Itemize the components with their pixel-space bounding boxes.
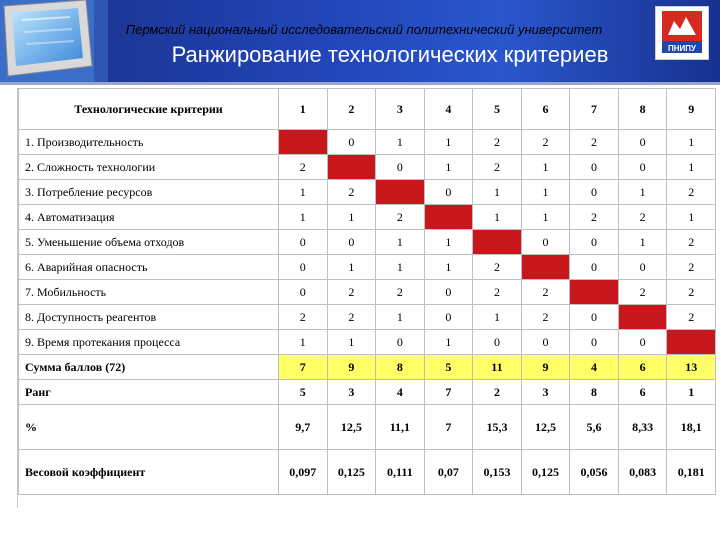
criterion-label: 3. Потребление ресурсов bbox=[19, 180, 279, 205]
score-cell: 1 bbox=[376, 305, 425, 330]
criteria-column-header: Технологические критерии bbox=[19, 89, 279, 130]
column-header: 7 bbox=[570, 89, 619, 130]
score-cell: 2 bbox=[376, 205, 425, 230]
percent-row-value: 12,5 bbox=[327, 405, 376, 450]
score-cell: 2 bbox=[279, 305, 328, 330]
score-cell: 2 bbox=[570, 205, 619, 230]
score-cell: 1 bbox=[618, 180, 667, 205]
sum-row bbox=[19, 355, 716, 380]
weight-row bbox=[19, 450, 716, 495]
diagonal-cell bbox=[521, 255, 570, 280]
score-cell: 1 bbox=[376, 130, 425, 155]
column-header: 3 bbox=[376, 89, 425, 130]
score-cell: 1 bbox=[376, 230, 425, 255]
sum-row-label: Сумма баллов (72) bbox=[19, 355, 279, 380]
score-cell: 1 bbox=[327, 205, 376, 230]
score-cell: 2 bbox=[667, 180, 716, 205]
score-cell: 2 bbox=[570, 130, 619, 155]
criterion-label: 7. Мобильность bbox=[19, 280, 279, 305]
score-cell: 0 bbox=[618, 155, 667, 180]
score-cell: 0 bbox=[521, 230, 570, 255]
column-header: 6 bbox=[521, 89, 570, 130]
rank-row-label: Ранг bbox=[19, 380, 279, 405]
score-cell: 2 bbox=[667, 230, 716, 255]
score-cell: 1 bbox=[667, 130, 716, 155]
table-header-row bbox=[19, 89, 716, 130]
score-cell: 1 bbox=[521, 180, 570, 205]
score-cell: 0 bbox=[473, 330, 522, 355]
score-cell: 0 bbox=[618, 130, 667, 155]
weight-row-value: 0,07 bbox=[424, 450, 473, 495]
score-cell: 2 bbox=[618, 205, 667, 230]
score-cell: 0 bbox=[570, 230, 619, 255]
table-row bbox=[19, 205, 716, 230]
score-cell: 0 bbox=[618, 330, 667, 355]
score-cell: 2 bbox=[327, 180, 376, 205]
table-row bbox=[19, 130, 716, 155]
diagonal-cell bbox=[570, 280, 619, 305]
percent-row-value: 11,1 bbox=[376, 405, 425, 450]
score-cell: 2 bbox=[376, 280, 425, 305]
column-header: 5 bbox=[473, 89, 522, 130]
slide-header bbox=[0, 0, 720, 82]
sum-row-value: 8 bbox=[376, 355, 425, 380]
percent-row-value: 15,3 bbox=[473, 405, 522, 450]
score-cell: 2 bbox=[327, 280, 376, 305]
weight-row-value: 0,125 bbox=[521, 450, 570, 495]
diagonal-cell bbox=[667, 330, 716, 355]
criterion-label: 6. Аварийная опасность bbox=[19, 255, 279, 280]
table-row bbox=[19, 280, 716, 305]
sum-row-value: 6 bbox=[618, 355, 667, 380]
score-cell: 1 bbox=[521, 205, 570, 230]
column-header: 9 bbox=[667, 89, 716, 130]
diagonal-cell bbox=[327, 155, 376, 180]
university-name: Пермский национальный исследовательский политехнический университет bbox=[125, 22, 603, 37]
rank-row-value: 7 bbox=[424, 380, 473, 405]
score-cell: 1 bbox=[424, 230, 473, 255]
score-cell: 1 bbox=[473, 180, 522, 205]
score-cell: 2 bbox=[473, 255, 522, 280]
score-cell: 0 bbox=[279, 280, 328, 305]
table-row bbox=[19, 180, 716, 205]
score-cell: 0 bbox=[424, 280, 473, 305]
table-row bbox=[19, 230, 716, 255]
criterion-label: 5. Уменьшение объема отходов bbox=[19, 230, 279, 255]
score-cell: 1 bbox=[279, 330, 328, 355]
weight-row-value: 0,083 bbox=[618, 450, 667, 495]
rank-row-value: 6 bbox=[618, 380, 667, 405]
score-cell: 0 bbox=[570, 155, 619, 180]
score-cell: 0 bbox=[424, 180, 473, 205]
sum-row-value: 4 bbox=[570, 355, 619, 380]
score-cell: 2 bbox=[327, 305, 376, 330]
score-cell: 0 bbox=[570, 255, 619, 280]
score-cell: 2 bbox=[473, 280, 522, 305]
criterion-label: 1. Производительность bbox=[19, 130, 279, 155]
diagonal-cell bbox=[376, 180, 425, 205]
score-cell: 2 bbox=[667, 305, 716, 330]
score-cell: 1 bbox=[424, 330, 473, 355]
percent-row-label: % bbox=[19, 405, 279, 450]
table-row bbox=[19, 255, 716, 280]
score-cell: 1 bbox=[473, 305, 522, 330]
logo-emblem-icon bbox=[656, 7, 708, 59]
weight-row-value: 0,097 bbox=[279, 450, 328, 495]
score-cell: 1 bbox=[521, 155, 570, 180]
percent-row-value: 9,7 bbox=[279, 405, 328, 450]
score-cell: 0 bbox=[327, 130, 376, 155]
sum-row-value: 13 bbox=[667, 355, 716, 380]
column-header: 2 bbox=[327, 89, 376, 130]
rank-row-value: 3 bbox=[327, 380, 376, 405]
weight-row-label: Весовой коэффициент bbox=[19, 450, 279, 495]
logo-text: ПНИПУ bbox=[667, 44, 697, 53]
sum-row-value: 9 bbox=[521, 355, 570, 380]
diagonal-cell bbox=[618, 305, 667, 330]
percent-row-value: 18,1 bbox=[667, 405, 716, 450]
score-cell: 2 bbox=[618, 280, 667, 305]
rank-row-value: 8 bbox=[570, 380, 619, 405]
score-cell: 2 bbox=[521, 130, 570, 155]
criteria-ranking-table bbox=[18, 88, 716, 495]
university-logo bbox=[655, 6, 709, 60]
score-cell: 2 bbox=[473, 155, 522, 180]
score-cell: 0 bbox=[570, 180, 619, 205]
score-cell: 1 bbox=[424, 155, 473, 180]
criterion-label: 9. Время протекания процесса bbox=[19, 330, 279, 355]
score-cell: 1 bbox=[279, 180, 328, 205]
monitor-icon bbox=[0, 0, 108, 82]
score-cell: 2 bbox=[667, 255, 716, 280]
score-cell: 1 bbox=[376, 255, 425, 280]
sum-row-value: 9 bbox=[327, 355, 376, 380]
column-header: 1 bbox=[279, 89, 328, 130]
column-header: 8 bbox=[618, 89, 667, 130]
diagonal-cell bbox=[424, 205, 473, 230]
score-cell: 0 bbox=[570, 330, 619, 355]
rank-row-value: 1 bbox=[667, 380, 716, 405]
header-background bbox=[0, 0, 720, 82]
score-cell: 1 bbox=[618, 230, 667, 255]
diagonal-cell bbox=[473, 230, 522, 255]
table-row bbox=[19, 155, 716, 180]
weight-row-value: 0,125 bbox=[327, 450, 376, 495]
score-cell: 1 bbox=[667, 205, 716, 230]
score-cell: 2 bbox=[279, 155, 328, 180]
score-cell: 0 bbox=[327, 230, 376, 255]
score-cell: 2 bbox=[473, 130, 522, 155]
score-cell: 1 bbox=[473, 205, 522, 230]
sum-row-value: 11 bbox=[473, 355, 522, 380]
score-cell: 0 bbox=[570, 305, 619, 330]
score-cell: 0 bbox=[376, 330, 425, 355]
criterion-label: 2. Сложность технологии bbox=[19, 155, 279, 180]
score-cell: 2 bbox=[521, 305, 570, 330]
table-row bbox=[19, 330, 716, 355]
column-header: 4 bbox=[424, 89, 473, 130]
rank-row bbox=[19, 380, 716, 405]
rank-row-value: 5 bbox=[279, 380, 328, 405]
diagonal-cell bbox=[279, 130, 328, 155]
percent-row-value: 7 bbox=[424, 405, 473, 450]
score-cell: 0 bbox=[376, 155, 425, 180]
header-underline bbox=[0, 82, 720, 85]
score-cell: 2 bbox=[667, 280, 716, 305]
score-cell: 0 bbox=[618, 255, 667, 280]
score-cell: 1 bbox=[279, 205, 328, 230]
rank-row-value: 2 bbox=[473, 380, 522, 405]
sum-row-value: 7 bbox=[279, 355, 328, 380]
slide-title: Ранжирование технологических критериев bbox=[171, 42, 609, 67]
score-cell: 1 bbox=[667, 155, 716, 180]
weight-row-value: 0,153 bbox=[473, 450, 522, 495]
sum-row-value: 5 bbox=[424, 355, 473, 380]
rank-row-value: 3 bbox=[521, 380, 570, 405]
score-cell: 1 bbox=[327, 330, 376, 355]
percent-row-value: 8,33 bbox=[618, 405, 667, 450]
score-cell: 2 bbox=[521, 280, 570, 305]
score-cell: 0 bbox=[279, 230, 328, 255]
weight-row-value: 0,056 bbox=[570, 450, 619, 495]
score-cell: 0 bbox=[424, 305, 473, 330]
score-cell: 1 bbox=[327, 255, 376, 280]
rank-row-value: 4 bbox=[376, 380, 425, 405]
percent-row-value: 12,5 bbox=[521, 405, 570, 450]
criterion-label: 8. Доступность реагентов bbox=[19, 305, 279, 330]
score-cell: 1 bbox=[424, 130, 473, 155]
score-cell: 0 bbox=[521, 330, 570, 355]
weight-row-value: 0,111 bbox=[376, 450, 425, 495]
criterion-label: 4. Автоматизация bbox=[19, 205, 279, 230]
table-row bbox=[19, 305, 716, 330]
percent-row-value: 5,6 bbox=[570, 405, 619, 450]
percent-row bbox=[19, 405, 716, 450]
score-cell: 1 bbox=[424, 255, 473, 280]
weight-row-value: 0,181 bbox=[667, 450, 716, 495]
score-cell: 0 bbox=[279, 255, 328, 280]
